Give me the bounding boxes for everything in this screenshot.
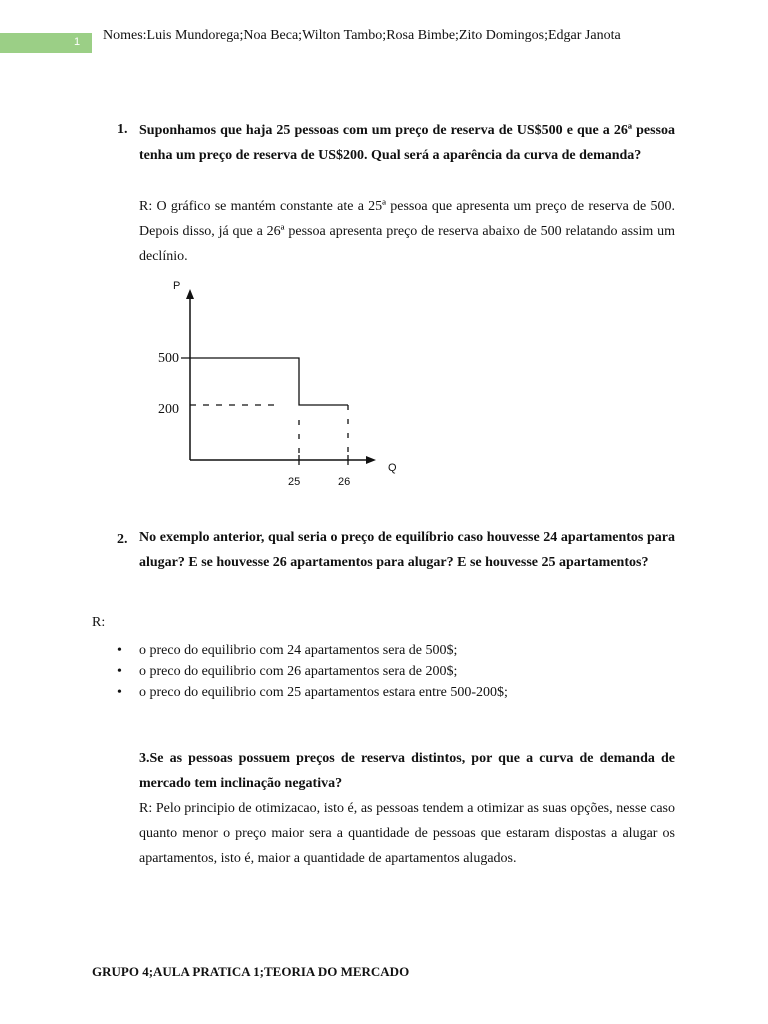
y-axis-label: P [173, 280, 181, 292]
list-item-text: o preco do equilibrio com 24 apartamentos sera de 500$; [139, 643, 458, 658]
q1-question: Suponhamos que haja 25 pessoas com um preço de reserva de US$500 e que a 26ª pessoa tenha um preço de reserva de US$200. Qual será a aparência da curva de demanda? [139, 123, 675, 163]
list-item-text: o preco do equilibrio com 26 apartamentos sera de 200$; [139, 664, 458, 679]
list-item-text: o preco do equilibrio com 25 apartamentos estara entre 500-200$; [139, 685, 508, 700]
q3-question: 3.Se as pessoas possuem preços de reserva distintos, por que a curva de demanda de mercado tem inclinação negativa? [139, 751, 675, 791]
q2-number: 2. [117, 532, 128, 547]
x-tick-25: 25 [288, 476, 301, 488]
x-axis-arrow [366, 456, 376, 464]
list-item [117, 661, 508, 682]
y-axis-arrow [186, 289, 194, 299]
y-tick-500: 500 [158, 351, 179, 366]
x-tick-26: 26 [338, 476, 351, 488]
page-number: 1 [74, 36, 81, 48]
bullet-icon: • [117, 664, 122, 679]
header-names: Nomes:Luis Mundorega;Noa Beca;Wilton Tambo;Rosa Bimbe;Zito Domingos;Edgar Janota [103, 28, 621, 43]
y-tick-200: 200 [158, 402, 179, 417]
q2-answer-label: R: [92, 615, 106, 630]
q3-answer: R: Pelo principio de otimizacao, isto é, as pessoas tendem a otimizar as suas opções, nesse caso quanto menor o preço maior sera a quantidade de pessoas que estaram dispostas a alugar os apartamentos, isto é, maior a quantidade de apartamentos alugados. [139, 801, 675, 866]
list-item [117, 682, 508, 703]
q1-answer: R: O gráfico se mantém constante ate a 25ª pessoa que apresenta um preço de reserva de 500. Depois disso, já que a 26ª pessoa apresenta preço de reserva abaixo de 500 relatando assim um declínio. [139, 199, 675, 264]
footer: GRUPO 4;AULA PRATICA 1;TEORIA DO MERCADO [92, 964, 410, 979]
x-axis-label: Q [388, 462, 397, 474]
bullet-icon: • [117, 685, 122, 700]
q1-number: 1. [117, 122, 128, 137]
bullet-icon: • [117, 643, 122, 658]
demand-curve [181, 358, 348, 405]
q2-bullet-list [117, 640, 508, 703]
q2-question: No exemplo anterior, qual seria o preço de equilíbrio caso houvesse 24 apartamentos para alugar? E se houvesse 26 apartamentos para alugar? E se houvesse 25 apartamentos? [139, 530, 675, 570]
demand-chart [150, 275, 410, 495]
list-item [117, 640, 508, 661]
